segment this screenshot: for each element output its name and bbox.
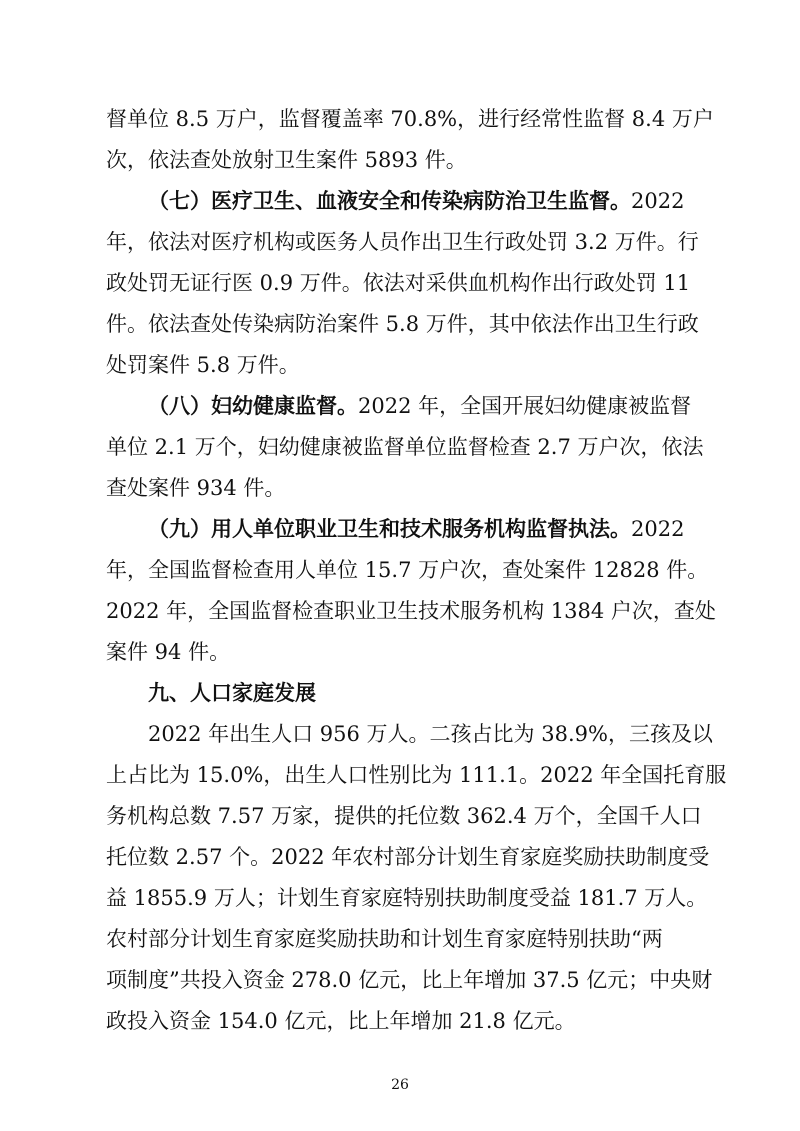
- body-line: 年，依法对医疗机构或医务人员作出卫生行政处罚 3.2 万件。行: [106, 230, 699, 254]
- section-8-lead-line: （八）妇幼健康监督。2022 年，全国开展妇幼健康被监督: [148, 394, 692, 418]
- body-line: 政处罚无证行医 0.9 万件。依法对采供血机构作出行政处罚 11: [106, 271, 691, 295]
- body-line: 农村部分计划生育家庭奖励扶助和计划生育家庭特别扶助“两: [106, 927, 663, 951]
- section-9-heading: （九）用人单位职业卫生和技术服务机构监督执法。: [148, 517, 631, 541]
- chapter-heading: 九、人口家庭发展: [148, 681, 316, 705]
- body-line: 务机构总数 7.57 万家，提供的托位数 362.4 万个，全国千人口: [106, 804, 702, 828]
- section-7-lead-line: （七）医疗卫生、血液安全和传染病防治卫生监督。2022: [148, 189, 685, 213]
- body-line: 件。依法查处传染病防治案件 5.8 万件，其中依法作出卫生行政: [106, 312, 699, 336]
- body-line: 益 1855.9 万人；计划生育家庭特别扶助制度受益 181.7 万人。: [106, 886, 708, 910]
- body-line: 处罚案件 5.8 万件。: [106, 353, 300, 377]
- body-line: 案件 94 件。: [106, 640, 231, 664]
- section-7-heading: （七）医疗卫生、血液安全和传染病防治卫生监督。: [148, 189, 631, 213]
- body-line: 单位 2.1 万个，妇幼健康被监督单位监督检查 2.7 万户次，依法: [106, 435, 704, 459]
- body-line: 2022 年出生人口 956 万人。二孩占比为 38.9%，三孩及以: [148, 722, 713, 746]
- body-line: 2022 年，全国监督检查职业卫生技术服务机构 1384 户次，查处: [106, 599, 716, 623]
- body-line: 政投入资金 154.0 亿元，比上年增加 21.8 亿元。: [106, 1009, 576, 1033]
- body-line: 年，全国监督检查用人单位 15.7 万户次，查处案件 12828 件。: [106, 558, 709, 582]
- body-line: 托位数 2.57 个。2022 年农村部分计划生育家庭奖励扶助制度受: [106, 845, 710, 869]
- page-number: 26: [391, 1077, 409, 1093]
- section-8-heading: （八）妇幼健康监督。: [148, 394, 358, 418]
- body-line: 查处案件 934 件。: [106, 476, 286, 500]
- body-line: 项制度”共投入资金 278.0 亿元，比上年增加 37.5 亿元；中央财: [106, 968, 713, 992]
- section-9-lead-line: （九）用人单位职业卫生和技术服务机构监督执法。2022: [148, 517, 685, 541]
- body-line: 次，依法查处放射卫生案件 5893 件。: [106, 148, 467, 172]
- body-line: 督单位 8.5 万户，监督覆盖率 70.8%，进行经常性监督 8.4 万户: [106, 107, 714, 131]
- body-line: 上占比为 15.0%，出生人口性别比为 111.1。2022 年全国托育服: [106, 763, 727, 787]
